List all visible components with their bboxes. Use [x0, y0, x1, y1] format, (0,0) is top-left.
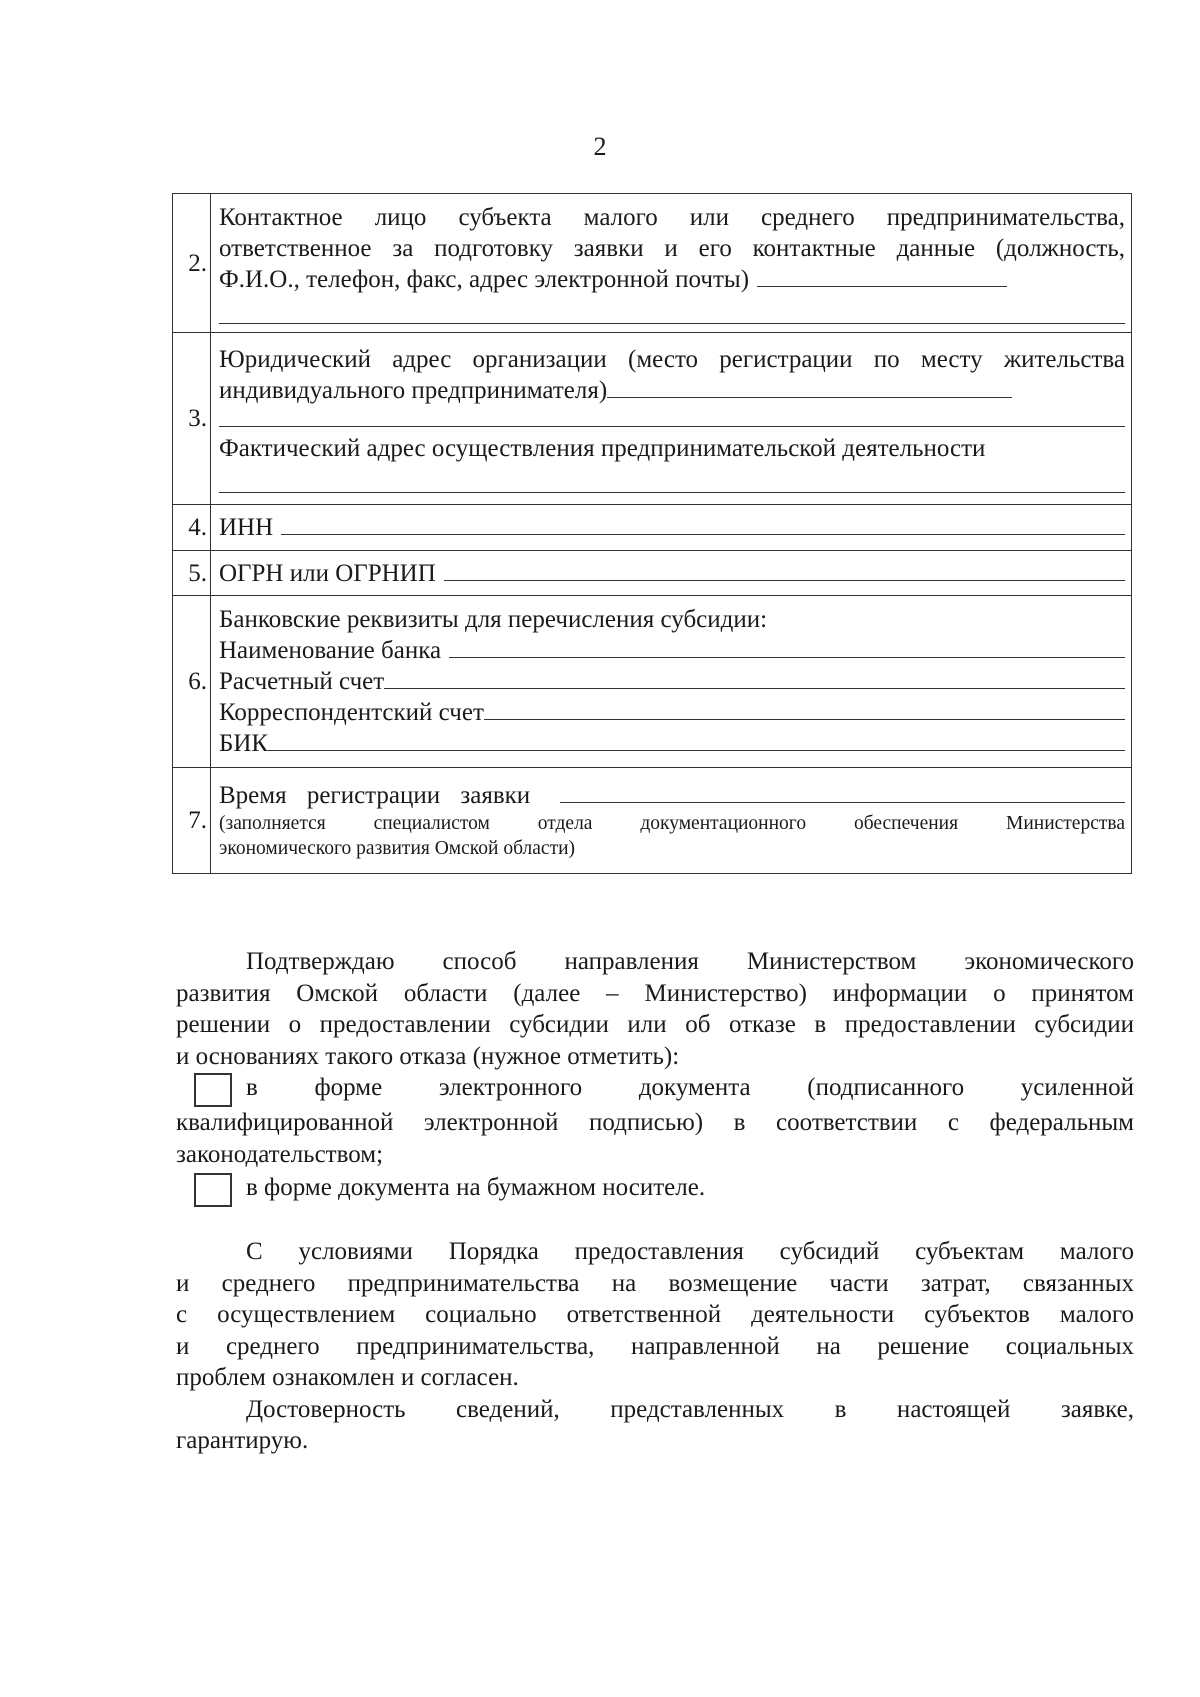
application-form-table — [172, 193, 1132, 874]
bank-name-label: Наименование банка — [219, 637, 442, 664]
legal-address-field[interactable] — [219, 406, 1125, 427]
inn-label: ИНН — [219, 514, 274, 541]
registration-time-field[interactable] — [560, 780, 1125, 803]
row-number: 6. — [173, 596, 211, 768]
address-cell — [211, 333, 1132, 505]
guarantee-text: Достоверность сведений, представленных в настоящей заявке, — [246, 1395, 1134, 1423]
registration-time-label: Время регистрации заявки — [219, 782, 531, 809]
electronic-document-checkbox[interactable] — [194, 1073, 232, 1107]
option-electronic — [176, 1072, 1134, 1107]
bank-name-field[interactable] — [449, 635, 1125, 658]
conditions-text: с осуществлением социально ответственной деятельности субъектов малого — [176, 1301, 1134, 1328]
guarantee-text: гарантирую. — [176, 1427, 309, 1454]
contact-person-label: ответственное за подготовку заявки и его контактные данные (должность, — [219, 235, 1125, 262]
ogrn-line — [219, 558, 1125, 589]
bank-details-title: Банковские реквизиты для перечисления субсидии: — [219, 606, 768, 633]
bank-name-line — [219, 635, 1125, 666]
confirmation-text: и основаниях такого отказа (нужное отметить): — [176, 1042, 680, 1070]
page-number: 2 — [593, 132, 607, 161]
actual-address-field[interactable] — [219, 464, 1125, 493]
conditions-text: проблем ознакомлен и согласен. — [176, 1364, 519, 1391]
row-number: 3. — [173, 333, 211, 505]
registration-time-line — [219, 780, 1125, 811]
confirmation-section — [176, 946, 1134, 1207]
bik-line — [219, 728, 1125, 759]
conditions-text: и среднего предпринимательства на возмещение части затрат, связанных — [176, 1269, 1134, 1297]
settlement-account-line — [219, 666, 1125, 697]
ogrn-cell — [211, 551, 1132, 596]
option-electronic-label: квалифицированной электронной подписью) в соответствии с федеральным — [176, 1109, 1134, 1136]
option-electronic-label: в форме электронного документа (подписанного усиленной — [246, 1074, 1134, 1101]
form-row-registration-time — [173, 768, 1132, 874]
contact-person-label: Контактное лицо субъекта малого или среднего предпринимательства, — [219, 204, 1125, 231]
bik-field[interactable] — [268, 728, 1125, 751]
conditions-text: и среднего предпринимательства, направленной на решение социальных — [176, 1332, 1134, 1360]
paper-document-checkbox[interactable] — [194, 1173, 232, 1207]
actual-address-label: Фактический адрес осуществления предпринимательской деятельности — [219, 435, 986, 462]
form-row-contact — [173, 194, 1132, 333]
correspondent-account-label: Корреспондентский счет — [219, 699, 484, 726]
bik-label: БИК — [219, 730, 269, 757]
bank-details-cell — [211, 596, 1132, 768]
confirmation-text: развития Омской области (далее – Министерство) информации о принятом — [176, 979, 1134, 1007]
contact-person-label: Ф.И.О., телефон, факс, адрес электронной почты) — [219, 266, 750, 293]
row-number: 5. — [173, 551, 211, 596]
settlement-account-label: Расчетный счет — [219, 668, 385, 695]
contact-person-field[interactable] — [757, 264, 1007, 287]
inn-cell — [211, 505, 1132, 551]
inn-field[interactable] — [281, 512, 1125, 535]
contact-person-line — [219, 264, 1125, 295]
row-number: 4. — [173, 505, 211, 551]
confirmation-text: Подтверждаю способ направления Министерством экономического — [246, 948, 1134, 975]
registration-time-cell — [211, 768, 1132, 874]
confirmation-text: решении о предоставлении субсидии или об отказе в предоставлении субсидии — [176, 1011, 1134, 1038]
option-paper-label: в форме документа на бумажном носителе. — [246, 1174, 706, 1201]
form-row-ogrn — [173, 551, 1132, 596]
ogrn-label: ОГРН или ОГРНИП — [219, 559, 436, 587]
legal-address-field[interactable] — [607, 375, 1012, 398]
contact-person-field[interactable] — [219, 295, 1125, 324]
option-paper — [176, 1172, 1134, 1207]
conditions-text: С условиями Порядка предоставления субсидий субъектам малого — [246, 1238, 1134, 1265]
row-number: 7. — [173, 768, 211, 874]
settlement-account-field[interactable] — [384, 666, 1125, 689]
legal-address-label: Юридический адрес организации (место регистрации по месту жительства — [219, 346, 1125, 373]
registration-time-note: экономического развития Омской области) — [219, 838, 576, 859]
conditions-section — [176, 1236, 1134, 1457]
inn-line — [219, 512, 1125, 543]
option-electronic-label: законодательством; — [176, 1140, 384, 1168]
correspondent-account-line — [219, 697, 1125, 728]
form-row-address — [173, 333, 1132, 505]
legal-address-line — [219, 375, 1125, 406]
legal-address-label: индивидуального предпринимателя) — [219, 377, 608, 404]
form-row-bank — [173, 596, 1132, 768]
contact-person-cell — [211, 194, 1132, 333]
form-row-inn — [173, 505, 1132, 551]
correspondent-account-field[interactable] — [484, 697, 1125, 720]
ogrn-field[interactable] — [444, 558, 1125, 581]
row-number: 2. — [173, 194, 211, 333]
registration-time-note: (заполняется специалистом отдела документационного обеспечения Министерства — [219, 813, 1125, 834]
